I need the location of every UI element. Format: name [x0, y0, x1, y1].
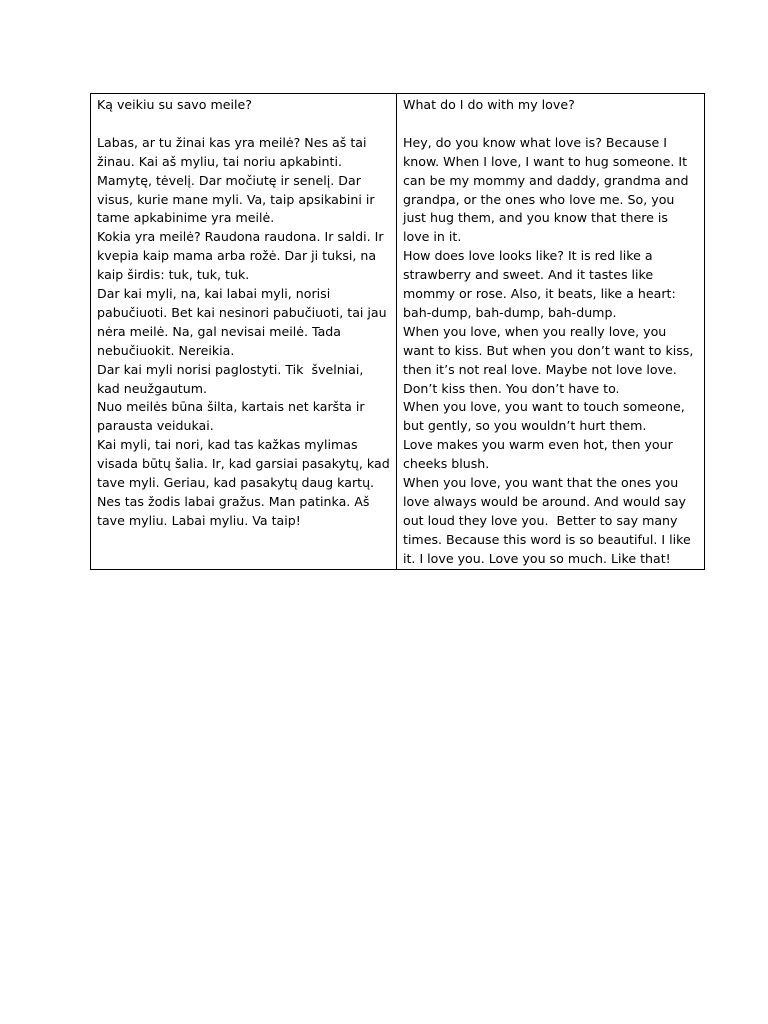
english-cell — [397, 94, 705, 570]
lithuanian-paragraph: Kai myli, tai nori, kad tas kažkas mylimas visada būtų šalia. Ir, kad garsiai pasakytų, kad tave myli. Geriau, kad pasakytų daug kartų. Nes tas žodis labai gražus. Man patinka. Aš tave myliu. Labai myliu. Va taip! — [97, 437, 394, 528]
lithuanian-paragraph: Dar kai myli, na, kai labai myli, norisi pabučiuoti. Bet kai nesinori pabučiuoti, tai jau nėra meilė. Na, gal nevisai meilė. Tada nebučiuokit. Nereikia. — [97, 286, 391, 358]
lithuanian-paragraph: Kokia yra meilė? Raudona raudona. Ir saldi. Ir kvepia kaip mama arba rožė. Dar ji tuksi, na kaip širdis: tuk, tuk, tuk. — [97, 229, 388, 283]
lithuanian-paragraph: Dar kai myli norisi paglostyti. Tik švelniai, kad neužgautum. — [97, 361, 368, 396]
table-row — [91, 94, 705, 570]
english-title: What do I do with my love? — [403, 97, 575, 112]
lithuanian-paragraph: Nuo meilės būna šilta, kartais net karšta ir parausta veidukai. — [97, 399, 369, 434]
lithuanian-paragraph: Labas, ar tu žinai kas yra meilė? Nes aš tai žinau. Kai aš myliu, tai noriu apkabinti. Mamytę, tėvelį. Dar močiutę ir senelį. Dar visus, kurie mane myli. Va, taip apsikabini ir tame apkabinime yra meilė. — [97, 134, 379, 226]
english-paragraph: When you love, when you really love, you want to kiss. But when you don’t want to kiss, then it’s not real love. Maybe not love love. Don’t kiss then. You don’t have to. — [403, 323, 698, 396]
english-paragraph: Love makes you warm even hot, then your cheeks blush. — [403, 437, 677, 472]
lithuanian-title: Ką veikiu su savo meile? — [97, 97, 252, 112]
blank-line — [97, 115, 390, 134]
translation-table — [90, 93, 705, 570]
english-paragraph: Hey, do you know what love is? Because I know. When I love, I want to hug someone. It can be my mommy and daddy, grandma and grandpa, or the ones who love me. So, you just hug them, and you know that there is love in it. — [403, 134, 693, 245]
lithuanian-cell — [91, 94, 397, 570]
english-paragraph: When you love, you want that the ones you love always would be around. And would say out loud they love you. Better to say many times. Because this word is so beautiful. I like it. I love you. Love you so much. Like that! — [403, 475, 695, 566]
english-paragraph: When you love, you want to touch someone, but gently, so you wouldn’t hurt them. — [403, 399, 689, 434]
english-paragraph: How does love looks like? It is red like a strawberry and sweet. And it tastes like mommy or rose. Also, it beats, like a heart: bah-dump, bah-dump, bah-dump. — [403, 248, 680, 320]
blank-line — [403, 115, 698, 134]
